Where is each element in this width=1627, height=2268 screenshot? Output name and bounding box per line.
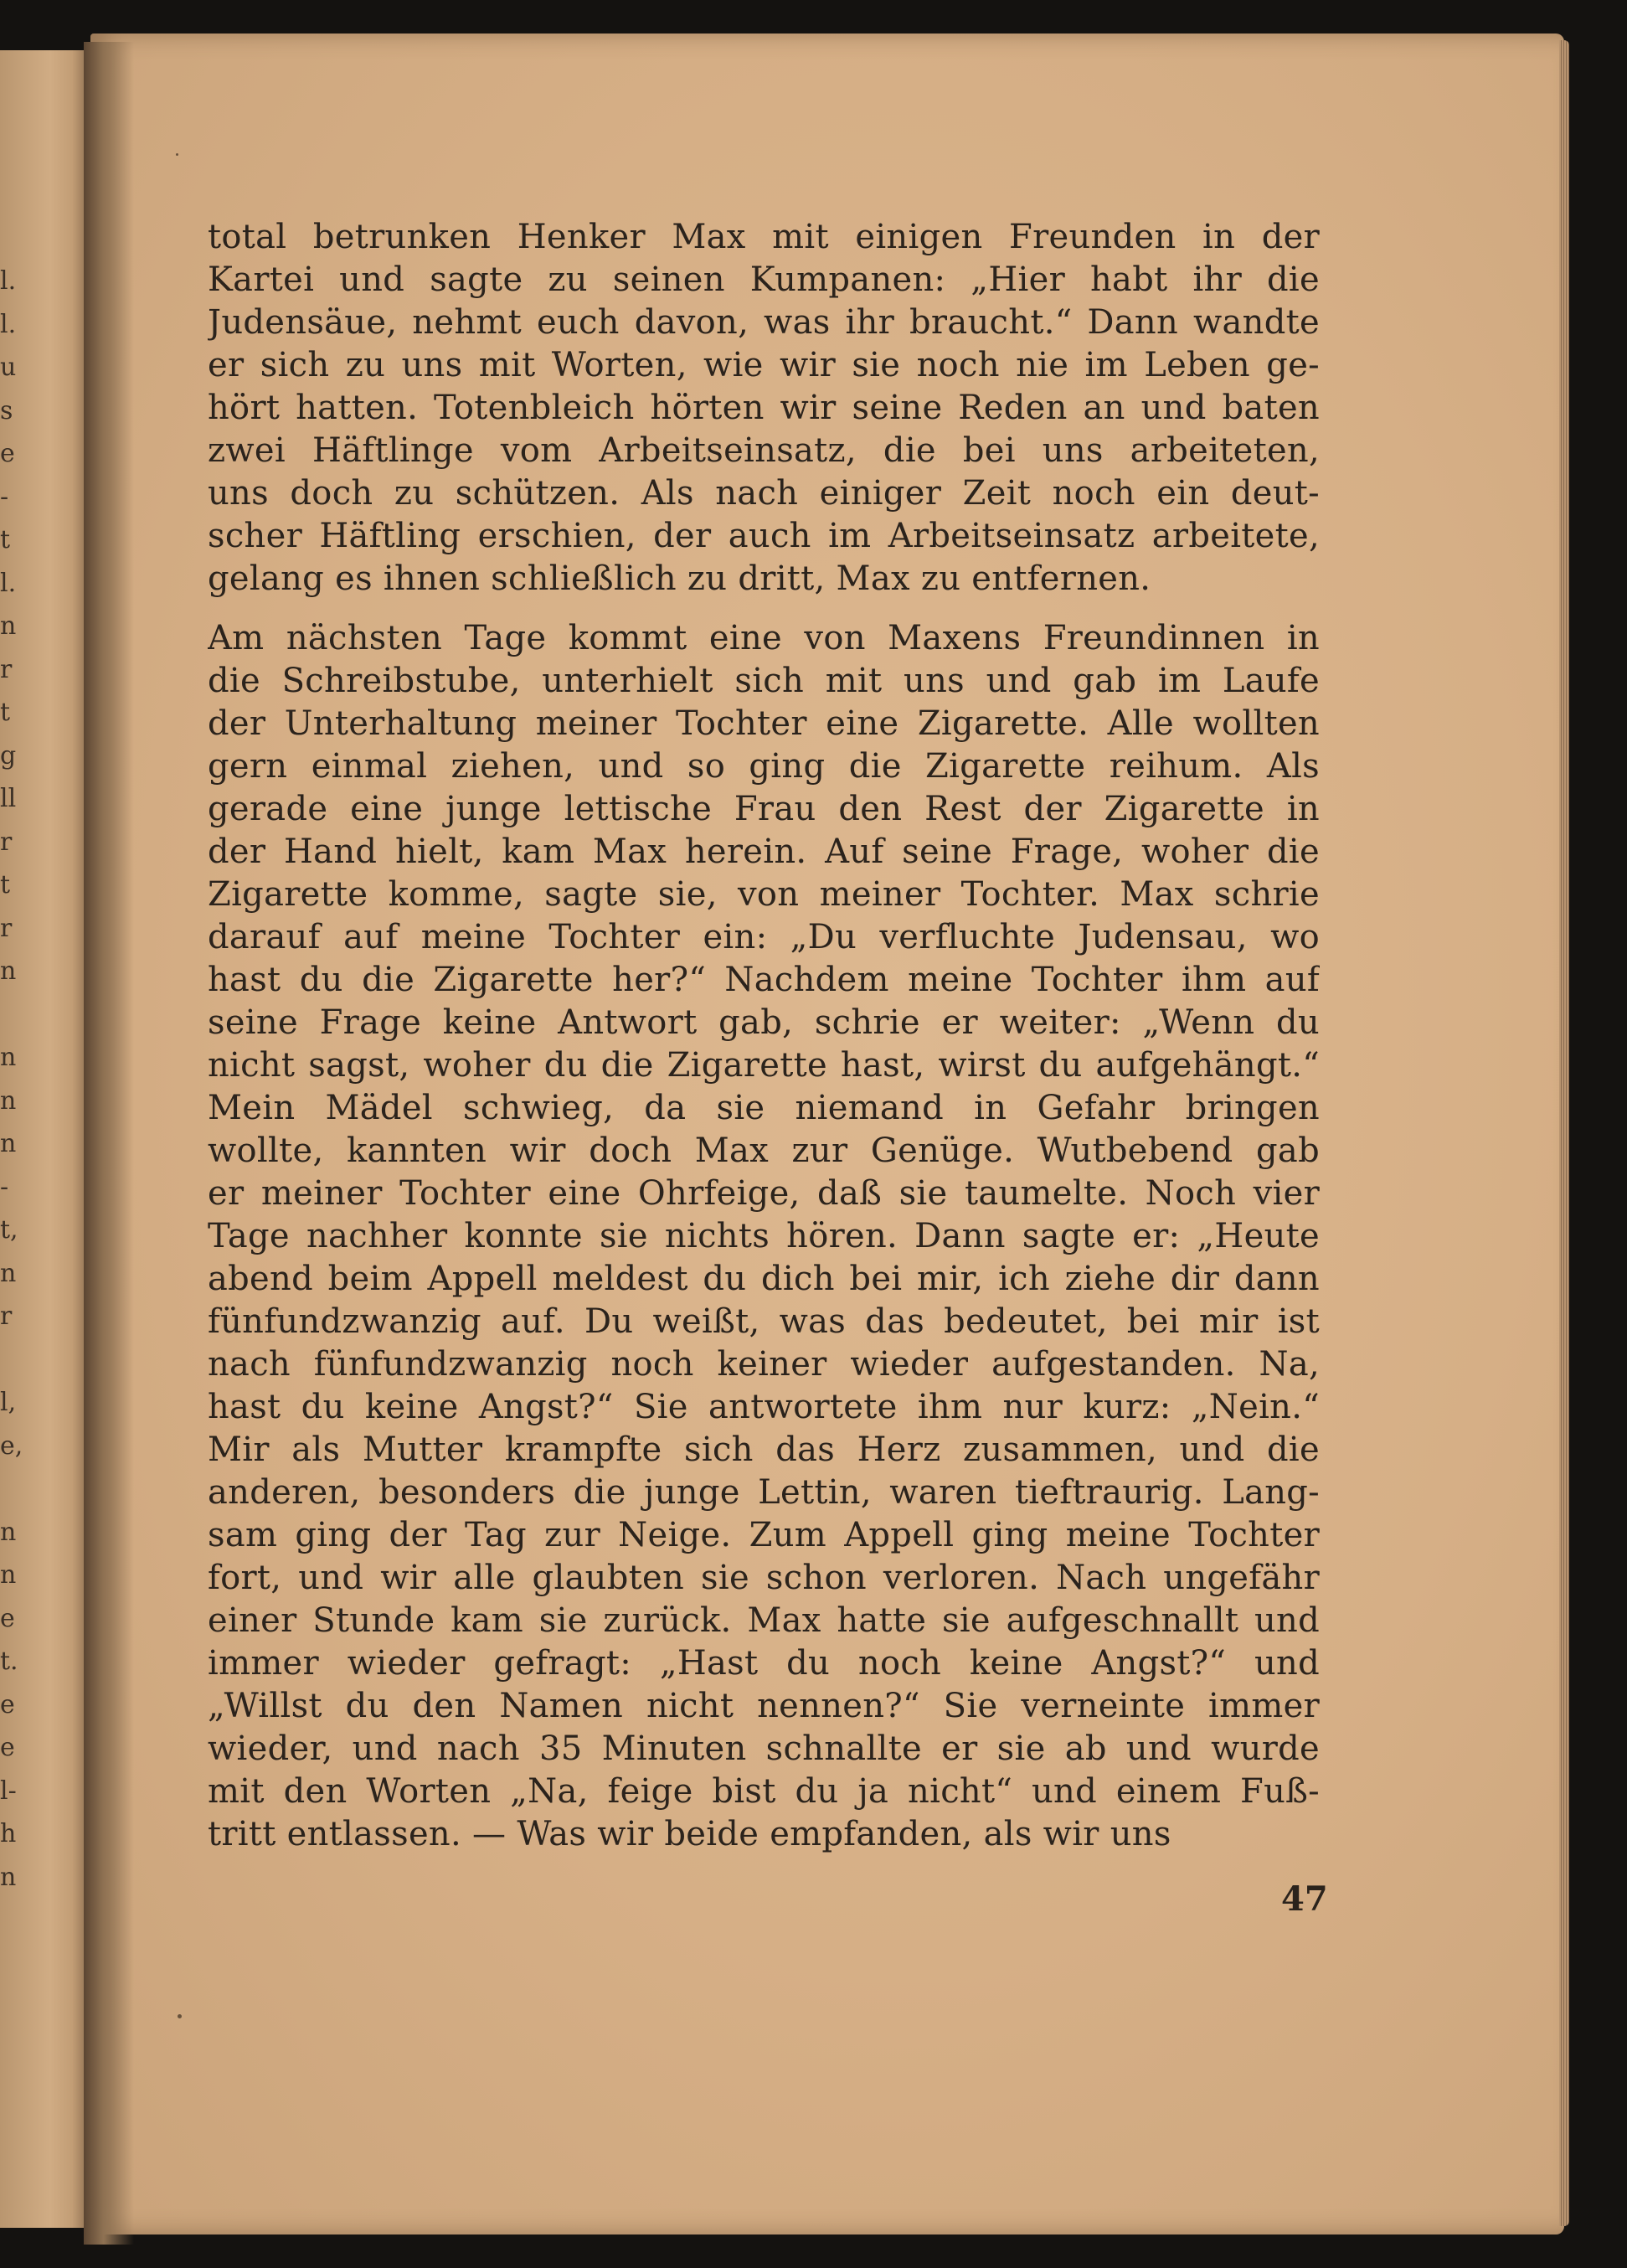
text-line: total betrunken Henker Max mit einigen Freunden in der	[208, 218, 1320, 256]
text-line: Judensäue, nehmt euch davon, was ihr braucht.“ Dann wandte	[208, 303, 1320, 342]
facing-page-fragment: e	[0, 1733, 15, 1762]
facing-page-fragment: l.	[0, 309, 17, 339]
text-line: er sich zu uns mit Worten, wie wir sie noch nie im Leben ge-	[208, 346, 1320, 384]
facing-page-fragment: n	[0, 1085, 17, 1116]
text-line: Am nächsten Tage kommt eine von Maxens Freundinnen in	[208, 619, 1320, 657]
facing-page-fragment: n	[0, 1129, 17, 1158]
facing-page-fragment: u	[0, 353, 17, 382]
facing-page-fragment: l,	[0, 1388, 17, 1417]
body-text	[208, 216, 1320, 1856]
paragraph	[208, 216, 1320, 601]
facing-page-fragment: e	[0, 1689, 15, 1719]
text-line: abend beim Appell meldest du dich bei mir, ich ziehe dir dann	[208, 1260, 1320, 1298]
text-line: hast du die Zigarette her?“ Nachdem meine Tochter ihm auf	[208, 961, 1320, 999]
facing-page-text-fragments	[0, 260, 25, 1899]
facing-page-fragment: -	[0, 482, 9, 512]
paper-speck	[176, 153, 178, 156]
text-line: wollte, kannten wir doch Max zur Genüge. Wutbebend gab	[208, 1131, 1320, 1170]
facing-page-fragment: r	[0, 913, 13, 943]
facing-page-fragment: -	[0, 1172, 9, 1202]
facing-page-fragment	[0, 1467, 25, 1511]
text-line: seine Frage keine Antwort gab, schrie er weiter: „Wenn du	[208, 1003, 1320, 1042]
facing-page-fragment: g	[0, 740, 17, 771]
text-line: uns doch zu schützen. Als nach einiger Zeit noch ein deut-	[208, 474, 1320, 513]
text-line: wieder, und nach 35 Minuten schnallte er sie ab und wurde	[208, 1729, 1320, 1768]
text-line: tritt entlassen. — Was wir beide empfanden, als wir uns	[208, 1815, 1171, 1853]
facing-page-fragment: n	[0, 611, 17, 641]
text-line: einer Stunde kam sie zurück. Max hatte sie aufgeschnallt und	[208, 1601, 1320, 1640]
page-stack-edges	[1559, 40, 1569, 2226]
text-line: „Willst du den Namen nicht nennen?“ Sie verneinte immer	[208, 1687, 1320, 1725]
page-number: 47	[1281, 1879, 1328, 1919]
text-line: der Hand hielt, kam Max herein. Auf seine Frage, woher die	[208, 832, 1320, 871]
text-line: Mein Mädel schwieg, da sie niemand in Gefahr bringen	[208, 1089, 1320, 1127]
facing-page-fragment: t	[0, 525, 11, 554]
text-line: fünfundzwanzig auf. Du weißt, was das bedeutet, bei mir ist	[208, 1302, 1320, 1341]
facing-page-fragment: n	[0, 1258, 17, 1288]
paper-speck	[178, 2014, 182, 2018]
text-line: anderen, besonders die junge Lettin, waren tieftraurig. Lang-	[208, 1473, 1320, 1512]
facing-page-fragment: t.	[0, 1647, 18, 1676]
facing-page-fragment: t,	[0, 1215, 18, 1245]
text-line: hört hatten. Totenbleich hörten wir seine Reden an und baten	[208, 389, 1320, 427]
facing-page-edge	[0, 50, 90, 2228]
text-line: Zigarette komme, sagte sie, von meiner Tochter. Max schrie	[208, 875, 1320, 914]
text-line: er meiner Tochter eine Ohrfeige, daß sie taumelte. Noch vier	[208, 1174, 1320, 1213]
text-line: sam ging der Tag zur Neige. Zum Appell ging meine Tochter	[208, 1516, 1320, 1554]
facing-page-fragment: e	[0, 439, 15, 468]
facing-page-fragment: n	[0, 1043, 17, 1072]
paragraph	[208, 617, 1320, 1856]
facing-page-fragment: l.	[0, 568, 17, 598]
facing-page-fragment: t	[0, 870, 11, 899]
facing-page-fragment: r	[0, 654, 13, 684]
text-line: Kartei und sagte zu seinen Kumpanen: „Hier habt ihr die	[208, 260, 1320, 299]
facing-page-fragment: n	[0, 956, 17, 986]
facing-page-fragment: l.	[0, 266, 17, 296]
facing-page-fragment: h	[0, 1819, 17, 1848]
facing-page-fragment: t	[0, 698, 11, 727]
text-line: der Unterhaltung meiner Tochter eine Zigarette. Alle wollten	[208, 704, 1320, 743]
text-line: mit den Worten „Na, feige bist du ja nicht“ und einem Fuß-	[208, 1772, 1320, 1811]
text-line: immer wieder gefragt: „Hast du noch keine Angst?“ und	[208, 1644, 1320, 1683]
text-line: fort, und wir alle glaubten sie schon verloren. Nach ungefähr	[208, 1559, 1320, 1597]
facing-page-fragment: s	[0, 395, 13, 425]
facing-page-fragment: n	[0, 1560, 17, 1590]
facing-page-fragment: e	[0, 1603, 15, 1633]
text-line: Tage nachher konnte sie nichts hören. Dann sagte er: „Heute	[208, 1217, 1320, 1255]
facing-page-fragment	[0, 1338, 25, 1382]
facing-page-fragment: n	[0, 1517, 17, 1547]
facing-page-fragment: ll	[0, 784, 17, 813]
facing-page-fragment	[0, 993, 25, 1037]
text-line: hast du keine Angst?“ Sie antwortete ihm nur kurz: „Nein.“	[208, 1388, 1320, 1426]
text-line: gelang es ihnen schließlich zu dritt, Max zu entfernen.	[208, 559, 1151, 598]
facing-page-fragment: r	[0, 1302, 13, 1331]
text-line: gerade eine junge lettische Frau den Rest der Zigarette in	[208, 790, 1320, 828]
facing-page-fragment: n	[0, 1862, 17, 1892]
facing-page-fragment: l-	[0, 1776, 17, 1806]
text-line: die Schreibstube, unterhielt sich mit uns und gab im Laufe	[208, 662, 1320, 700]
text-line: nach fünfundzwanzig noch keiner wieder aufgestanden. Na,	[208, 1345, 1320, 1384]
text-line: zwei Häftlinge vom Arbeitseinsatz, die bei uns arbeiteten,	[208, 431, 1320, 470]
page-gutter-shadow	[84, 42, 134, 2245]
text-line: gern einmal ziehen, und so ging die Zigarette reihum. Als	[208, 747, 1320, 786]
text-line: nicht sagst, woher du die Zigarette hast, wirst du aufgehängt.“	[208, 1046, 1320, 1085]
facing-page-fragment: r	[0, 827, 13, 857]
text-line: scher Häftling erschien, der auch im Arbeitseinsatz arbeitete,	[208, 517, 1320, 555]
text-line: darauf auf meine Tochter ein: „Du verfluchte Judensau, wo	[208, 918, 1320, 956]
facing-page-fragment: e,	[0, 1430, 23, 1461]
text-line: Mir als Mutter krampfte sich das Herz zusammen, und die	[208, 1430, 1320, 1469]
